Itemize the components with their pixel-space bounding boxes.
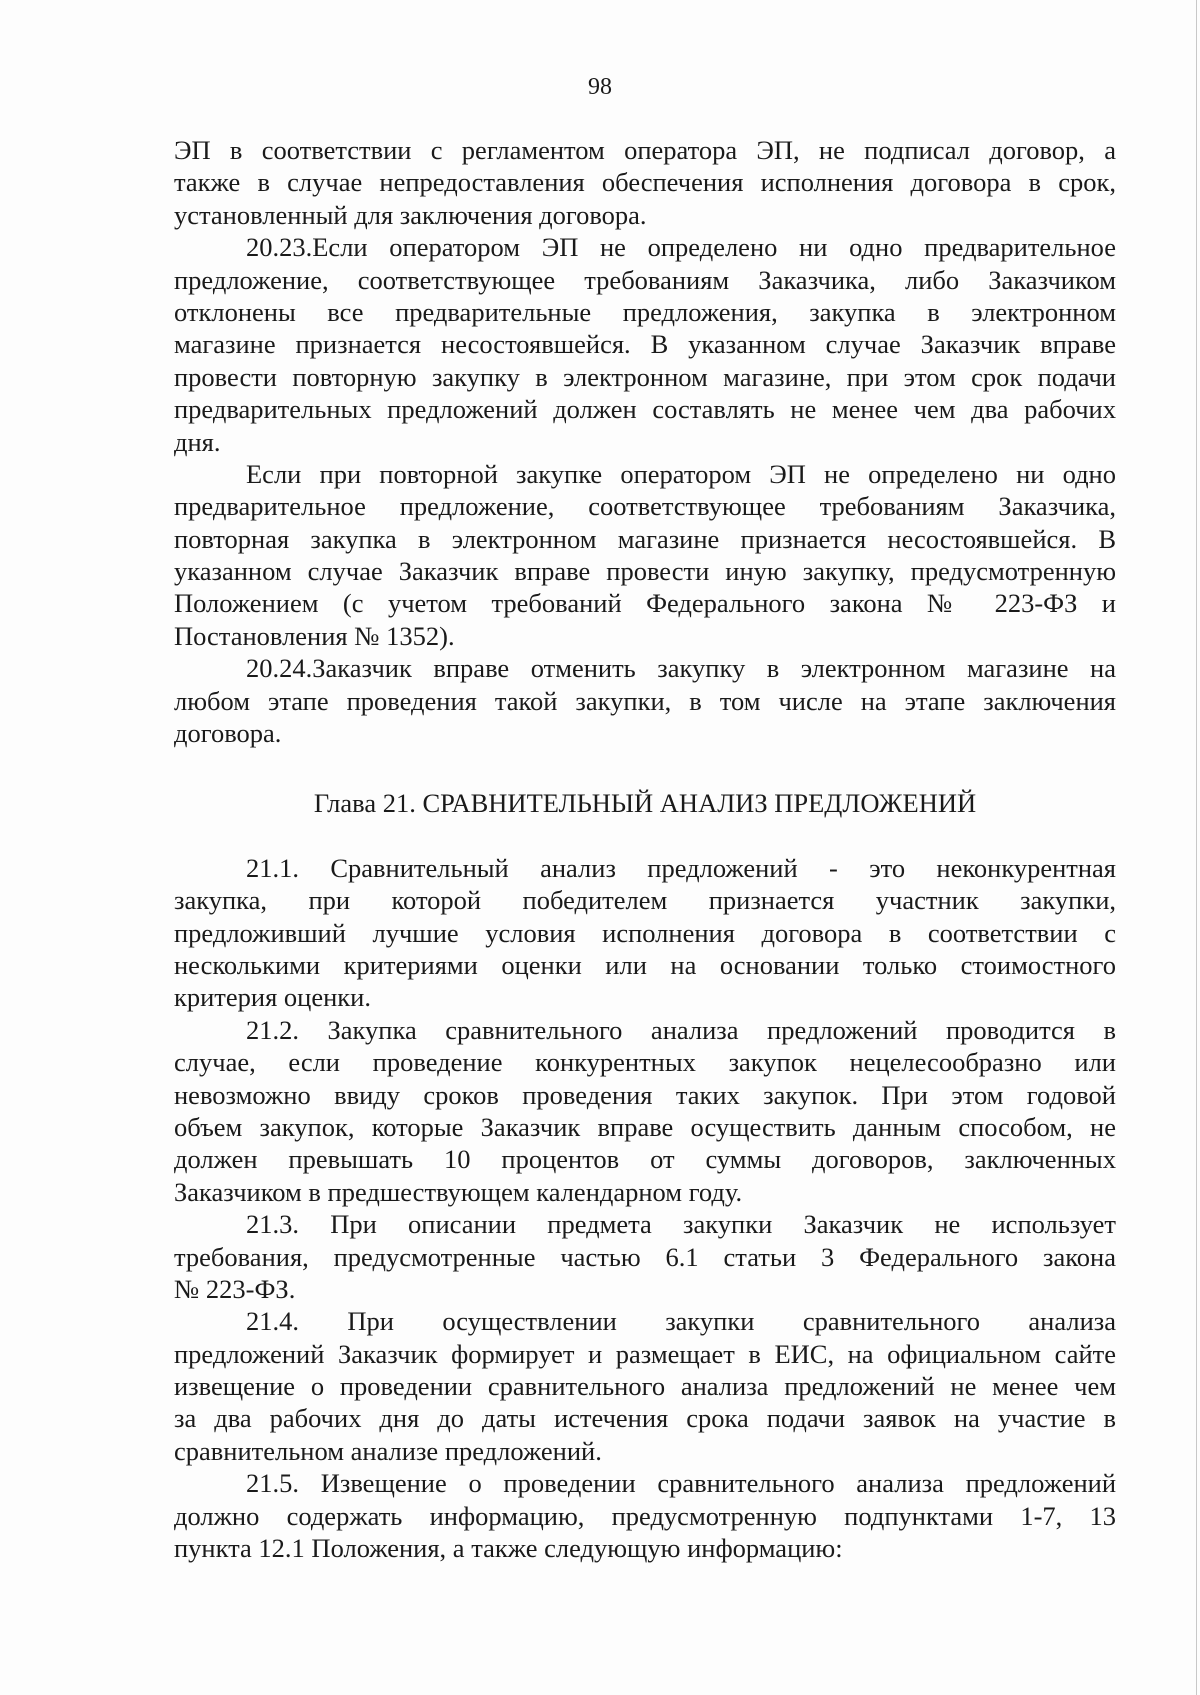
text-line: 20.23.Если оператором ЭП не определено ни одно предварительное bbox=[246, 232, 1116, 263]
text-line: магазине признается несостоявшейся. В указанном случае Заказчик вправе bbox=[174, 329, 1116, 360]
text-line: 21.1. Сравнительный анализ предложений - это неконкурентная bbox=[246, 852, 1116, 883]
text-line: предварительных предложений должен составлять не менее чем два рабочих bbox=[174, 394, 1116, 425]
text-line: любом этапе проведения такой закупки, в том числе на этапе заключения bbox=[174, 685, 1116, 716]
text-line: № 223-ФЗ. bbox=[174, 1273, 296, 1304]
text-line: 21.2. Закупка сравнительного анализа предложений проводится в bbox=[246, 1014, 1116, 1045]
text-line: сравнительном анализе предложений. bbox=[174, 1435, 602, 1466]
text-block-before-chapter bbox=[174, 134, 1116, 749]
text-line: ЭП в соответствии с регламентом оператора ЭП, не подписал договор, а bbox=[174, 135, 1116, 165]
text-line: указанном случае Заказчик вправе провести иную закупку, предусмотренную bbox=[174, 556, 1116, 587]
text-line: предложение, соответствующее требованиям Заказчика, либо Заказчиком bbox=[174, 264, 1116, 295]
text-line: предварительное предложение, соответствующее требованиям Заказчика, bbox=[174, 491, 1116, 522]
text-line: случае, если проведение конкурентных закупок нецелесообразно или bbox=[174, 1047, 1116, 1078]
text-line: провести повторную закупку в электронном магазине, при этом срок подачи bbox=[174, 361, 1116, 392]
text-line: договора. bbox=[174, 718, 282, 749]
text-line: закупка, при которой победителем признается участник закупки, bbox=[174, 885, 1116, 916]
text-line: объем закупок, которые Заказчик вправе осуществить данным способом, не bbox=[174, 1111, 1116, 1142]
text-line: повторная закупка в электронном магазине признается несостоявшейся. В bbox=[174, 523, 1116, 554]
text-line: Заказчиком в предшествующем календарном году. bbox=[174, 1176, 743, 1207]
text-line: за два рабочих дня до даты истечения срока подачи заявок на участие в bbox=[174, 1403, 1116, 1434]
text-line: Положением (с учетом требований Федерального закона № 223-ФЗ и bbox=[174, 588, 1116, 619]
scan-edge-line bbox=[1196, 0, 1197, 1695]
text-line: требования, предусмотренные частью 6.1 статьи 3 Федерального закона bbox=[174, 1241, 1116, 1272]
page-number: 98 bbox=[588, 74, 612, 100]
text-line: установленный для заключения договора. bbox=[174, 199, 647, 230]
chapter-title: Глава 21. СРАВНИТЕЛЬНЫЙ АНАЛИЗ ПРЕДЛОЖЕНИЙ bbox=[313, 788, 977, 819]
text-line: 20.24.Заказчик вправе отменить закупку в электронном магазине на bbox=[246, 653, 1116, 684]
text-line: невозможно ввиду сроков проведения таких закупок. При этом годовой bbox=[174, 1079, 1116, 1110]
text-line: Постановления № 1352). bbox=[174, 620, 455, 651]
text-line: 21.3. При описании предмета закупки Заказчик не использует bbox=[246, 1209, 1116, 1240]
text-line: предложивший лучшие условия исполнения договора в соответствии с bbox=[174, 917, 1116, 948]
text-line: дня. bbox=[174, 426, 221, 457]
text-block-after-chapter bbox=[174, 852, 1116, 1565]
text-line: 21.5. Извещение о проведении сравнительного анализа предложений bbox=[246, 1468, 1116, 1499]
text-line: должно содержать информацию, предусмотренную подпунктами 1-7, 13 bbox=[174, 1500, 1116, 1531]
text-line: должен превышать 10 процентов от суммы договоров, заключенных bbox=[174, 1144, 1116, 1175]
document-body bbox=[174, 134, 1116, 1564]
text-line: пункта 12.1 Положения, а также следующую информацию: bbox=[174, 1533, 843, 1564]
text-line: несколькими критериями оценки или на основании только стоимостного bbox=[174, 949, 1116, 980]
text-line: предложений Заказчик формирует и размещает в ЕИС, на официальном сайте bbox=[174, 1338, 1116, 1369]
text-line: критерия оценки. bbox=[174, 982, 371, 1013]
text-line: извещение о проведении сравнительного анализа предложений не менее чем bbox=[174, 1371, 1116, 1402]
text-line: Если при повторной закупке оператором ЭП не определено ни одно bbox=[246, 458, 1116, 489]
text-line: отклонены все предварительные предложения, закупка в электронном bbox=[174, 296, 1116, 327]
text-line: 21.4. При осуществлении закупки сравнительного анализа bbox=[246, 1306, 1116, 1337]
text-line: также в случае непредоставления обеспечения исполнения договора в срок, bbox=[174, 167, 1116, 198]
